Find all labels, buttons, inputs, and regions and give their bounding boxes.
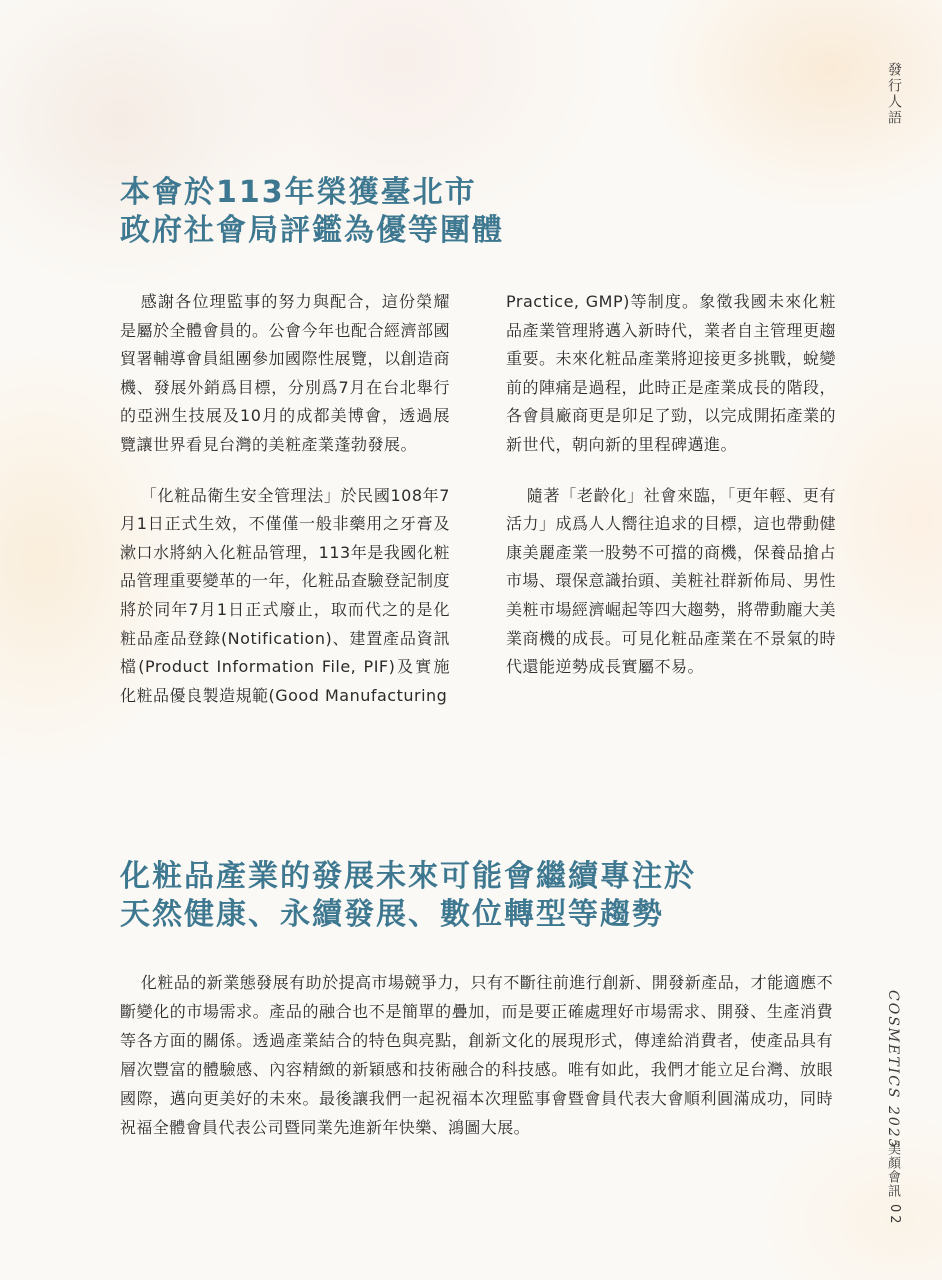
left-paragraph-2: 「化粧品衛生安全管理法」於民國108年7月1日正式生效，不僅僅一般非藥用之牙膏及漱口水將納入化粧品管理，113年是我國化粧品管理重要變革的一年，化粧品查驗登記制度將於同年7月1日正式廢止，取而代之的是化粧品產品登錄(Notification)、建置產品資訊檔(Product Information File, PIF)及實施化粧品優良製造規範(Good Manufacturing (120, 485, 451, 705)
right-paragraph-1: Practice, GMP)等制度。象徵我國未來化粧品產業管理將邁入新時代，業者自主管理更趨重要。未來化粧品產業將迎接更多挑戰，蛻變前的陣痛是過程，此時正是產業成長的階段，各會員廠商更是卯足了勁，以完成開拓產業的新世代，朝向新的里程碑邁進。 (506, 292, 837, 454)
section-tag: 發行人語 (886, 62, 902, 126)
right-paragraph-2: 隨著「老齡化」社會來臨，「更年輕、更有活力」成爲人人嚮往追求的目標，這也帶動健康美麗產業一股勢不可擋的商機，保養品搶占市場、環保意識抬頭、美粧社群新佈局、男性美粧市場經濟崛起等四大趨勢，將帶動龐大美業商機的成長。可見化粧品產業在不景氣的時代還能逆勢成長實屬不易。 (506, 485, 837, 677)
left-paragraph-1: 感謝各位理監事的努力與配合，這份榮耀是屬於全體會員的。公會今年也配合經濟部國貿署輔導會員組團參加國際性展覽，以創造商機、發展外銷爲目標，分別爲7月在台北舉行的亞洲生技展及10月的成都美博會，透過展覽讓世界看見台灣的美粧產業蓬勃發展。 (120, 292, 451, 454)
closing-paragraph: 化粧品的新業態發展有助於提高市場競爭力，只有不斷往前進行創新、開發新產品，才能適應不斷變化的市場需求。產品的融合也不是簡單的疊加，而是要正確處理好市場需求、開發、生產消費等各方面的關係。透過產業結合的特色與亮點，創新文化的展現形式，傳達給消費者，使產品具有層次豐富的體驗感、內容精緻的新穎感和技術融合的科技感。唯有如此，我們才能立足台灣、放眼國際，邁向更美好的未來。最後讓我們一起祝福本次理監事會暨會員代表大會順利圓滿成功，同時祝福全體會員代表公司暨同業先進新年快樂、鴻圖大展。 (120, 973, 833, 1137)
heading-trends-line-2: 天然健康、永續發展、數位轉型等趨勢 (120, 897, 664, 932)
heading-award-line-2: 政府社會局評鑑為優等團體 (120, 213, 504, 248)
closing-section (120, 968, 833, 1142)
page-number: 02 (887, 1204, 902, 1227)
magazine-name-zh: 美顏會訊 (885, 1142, 900, 1198)
heading-trends (120, 858, 696, 934)
heading-award-line-1: 本會於113年榮獲臺北市 (120, 175, 477, 210)
right-column (506, 288, 836, 682)
left-column (120, 288, 450, 710)
heading-trends-line-1: 化粧品產業的發展未來可能會繼續專注於 (120, 859, 696, 894)
magazine-name: COSMETICS 2025 (885, 990, 901, 1150)
heading-award (120, 174, 504, 250)
